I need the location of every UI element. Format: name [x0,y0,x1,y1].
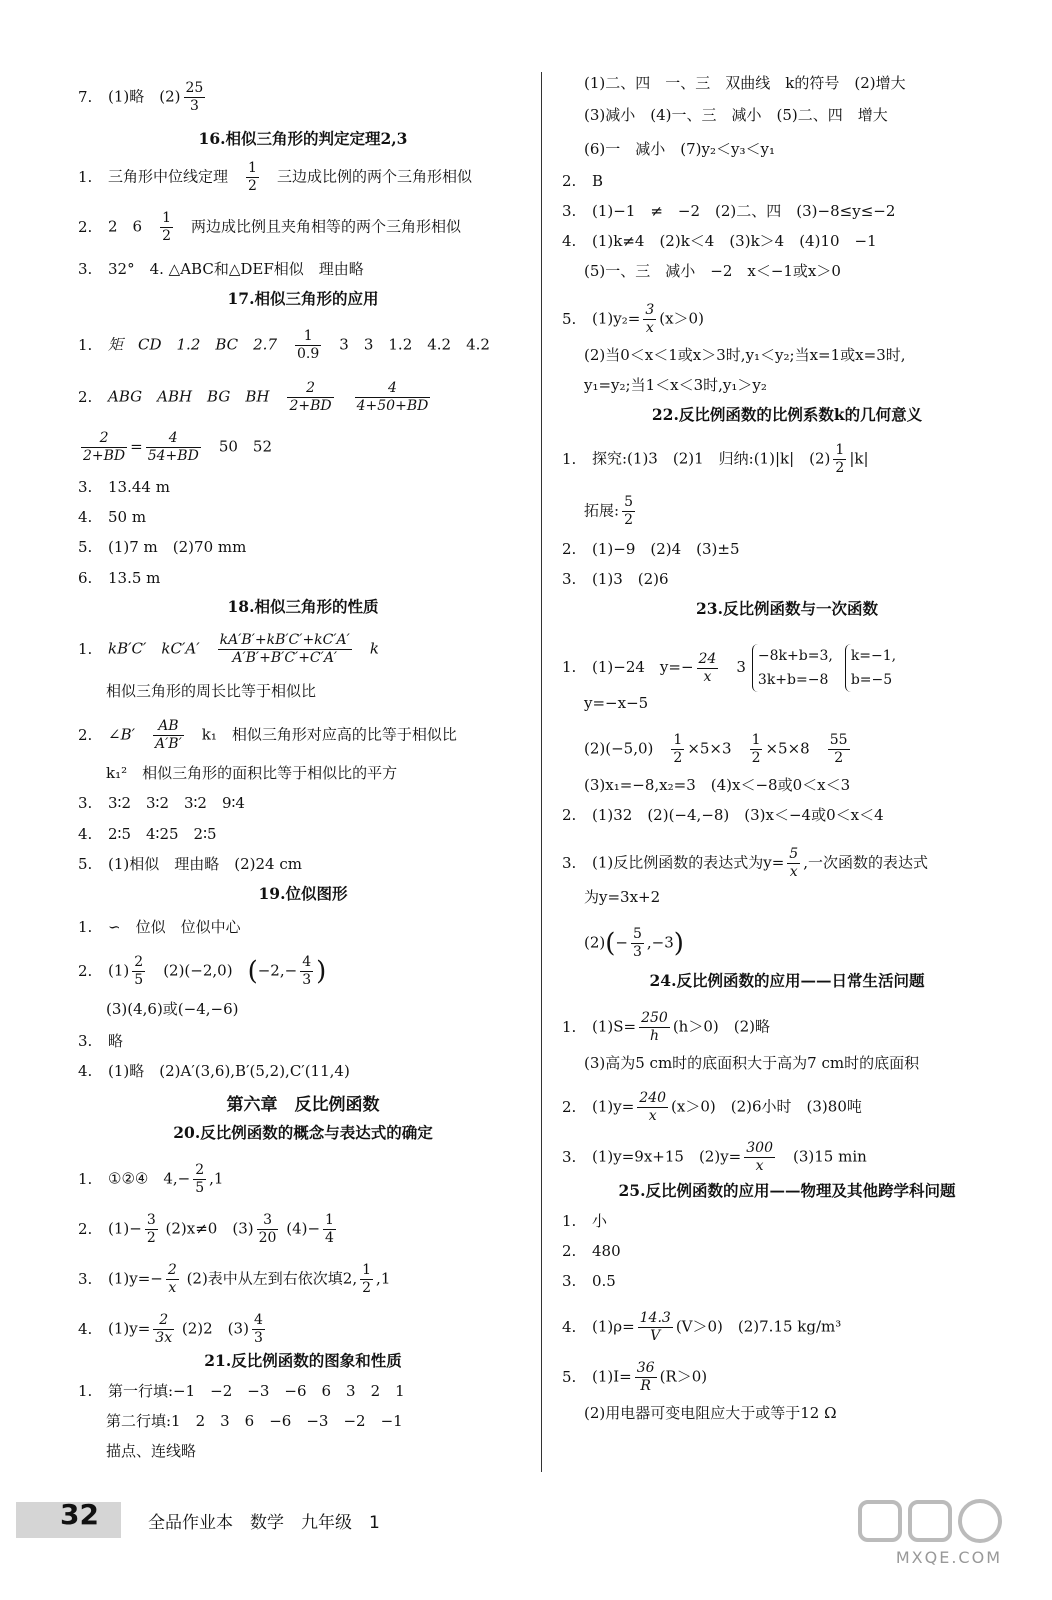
answer-23-1-part3: (3)x₁=−8,x₂=3 (4)x＜−8或0＜x＜3 [584,776,851,794]
answer-18-1: 1. kB′C′ kC′A′ $\frac{kA'B'+kB'C'+kC'A'}{A'B'+B'C'+C'A'}$ k [78,632,379,666]
watermark-logo-icon [858,1496,1008,1546]
section-title-21: 21.反比例函数的图象和性质 [204,1351,402,1370]
answer-21-1-row2: 第二行填:1 2 3 6 −6 −3 −2 −1 [106,1412,403,1430]
answer-25-3: 3. 0.5 [562,1272,616,1290]
answer-17-3: 3. 13.44 m [78,478,170,496]
answer-23-1: 1. (1)−24 y=− $\frac{24}{x}$ 3 −8k+b=3, 3k+b=−8 k=−1, b=−5 [562,644,902,692]
watermark-text: MXQE.COM [895,1548,1002,1567]
answer-22-2: 2. (1)−9 (2)4 (3)±5 [562,540,740,558]
page-number: 32 [60,1498,99,1531]
answer-20-3: 3. (1)y=− $\frac{2}{x}$ (2)表中从左到右依次填2, $\frac{1}{2}$ ,1 [78,1262,391,1296]
book-title: 全品作业本 数学 九年级 1 [148,1513,380,1533]
solution-system: k=−1, b=−5 [845,644,896,692]
section-title-25: 25.反比例函数的应用——物理及其他跨学科问题 [618,1181,956,1200]
answer-21-4-cont: (5)一、三 减小 −2 x＜−1或x＞0 [584,262,841,280]
answer-19-3: 3. 略 [78,1032,124,1050]
answer-24-1: 1. (1)S= $\frac{250}{h}$ (h＞0) (2)略 [562,1010,770,1044]
answer-18-2-cont: k₁² 相似三角形的面积比等于相似比的平方 [106,764,398,782]
section-title-22: 22.反比例函数的比例系数k的几何意义 [651,405,923,424]
answer-17-1: 1. 矩 CD 1.2 BC 2.7 $\frac{1}{0.9}$ 3 3 1.2 4.2 4.2 [78,328,490,362]
answer-23-3: 3. (1)反比例函数的表达式为y= $\frac{5}{x}$ ,一次函数的表达式 [562,846,928,880]
section-title-20: 20.反比例函数的概念与表达式的确定 [173,1123,433,1142]
answer-18-1-cont: 相似三角形的周长比等于相似比 [106,682,317,700]
answer-17-5: 5. (1)7 m (2)70 mm [78,538,247,556]
answer-18-5: 5. (1)相似 理由略 (2)24 cm [78,855,302,873]
answer-25-1: 1. 小 [562,1212,608,1230]
answer-24-2: 2. (1)y= $\frac{240}{x}$ (x＞0) (2)6小时 (3)80吨 [562,1090,862,1124]
answer-21-1-r2: (3)减小 (4)一、三 减小 (5)二、四 增大 [584,106,888,124]
answer-21-1-row3: 描点、连线略 [106,1442,197,1460]
answer-16-1: 1. 三角形中位线定理 $\frac{1}{2}$ 三边成比例的两个三角形相似 [78,160,472,194]
answer-19-2: 2. (1) $\frac{2}{5}$ (2)(−2,0) (−2,− $\frac{4}{3}$ ) [78,954,327,988]
answer-21-2: 2. B [562,172,604,190]
equation-system: −8k+b=3, 3k+b=−8 [752,644,833,692]
answer-21-1: 1. 第一行填:−1 −2 −3 −6 6 3 2 1 [78,1382,405,1400]
answer-19-2-cont: (3)(4,6)或(−4,−6) [106,1000,239,1018]
section-title-19: 19.位似图形 [258,884,348,903]
section-title-18: 18.相似三角形的性质 [227,597,379,616]
answer-16-2: 2. 2 6 $\frac{1}{2}$ 两边成比例且夹角相等的两个三角形相似 [78,210,462,244]
answer-18-4: 4. 2∶5 4∶25 2∶5 [78,825,217,843]
section-title-23: 23.反比例函数与一次函数 [696,599,878,618]
answer-17-6: 6. 13.5 m [78,569,161,587]
answer-25-5-cont: (2)用电器可变电阻应大于或等于12 Ω [584,1404,837,1422]
answer-22-1: 1. 探究:(1)3 (2)1 归纳:(1)|k| (2) $\frac{1}{2}$ |k| [562,442,869,476]
answer-21-5-cont2: y₁=y₂;当1＜x＜3时,y₁＞y₂ [584,376,767,394]
fraction: $\frac{25}{3}$ [185,80,204,114]
answer-23-2: 2. (1)32 (2)(−4,−8) (3)x＜−4或0＜x＜4 [562,806,884,824]
section-title-16: 16.相似三角形的判定定理2,3 [198,129,408,148]
answer-25-4: 4. (1)ρ= $\frac{14.3}{V}$ (V＞0) (2)7.15 kg/m³ [562,1310,842,1344]
answer-19-1: 1. ∽ 位似 位似中心 [78,918,241,936]
chapter-title: 第六章 反比例函数 [226,1095,380,1115]
answer-16-3: 3. 32° 4. △ABC和△DEF相似 理由略 [78,260,364,278]
answer-7: 7. (1)略 (2) $\frac{25}{3}$ [78,80,204,114]
answer-20-1: 1. ①②④ 4,− $\frac{2}{5}$ ,1 [78,1162,224,1196]
answer-17-2: 2. ABG ABH BG BH $\frac{2}{2+BD}$ $\frac{4}{4+50+BD}$ [78,380,429,414]
answer-21-3: 3. (1)−1 ≠ −2 (2)二、四 (3)−8≤y≤−2 [562,202,896,220]
answer-25-5: 5. (1)I= $\frac{36}{R}$ (R＞0) [562,1360,708,1394]
answer-22-3: 3. (1)3 (2)6 [562,570,669,588]
answer-20-4: 4. (1)y= $\frac{2}{3x}$ (2)2 (3) $\frac{4}{3}$ [78,1312,263,1346]
answer-21-5: 5. (1)y₂= $\frac{3}{x}$ (x＞0) [562,302,704,336]
answer-18-3: 3. 3∶2 3∶2 3∶2 9∶4 [78,794,245,812]
answer-21-5-cont1: (2)当0＜x＜1或x＞3时,y₁＜y₂;当x=1或x=3时, [584,346,906,364]
answer-19-4: 4. (1)略 (2)A′(3,6),B′(5,2),C′(11,4) [78,1062,350,1080]
page-footer [0,1492,1052,1567]
answer-21-1-r3: (6)一 减小 (7)y₂＜y₃＜y₁ [584,140,775,158]
answer-20-2: 2. (1)− $\frac{3}{2}$ (2)x≠0 (3) $\frac{3}{20}$ (4)− $\frac{1}{4}$ [78,1212,334,1246]
answer-24-1-cont: (3)高为5 cm时的底面积大于高为7 cm时的底面积 [584,1054,920,1072]
answer-21-1-r1: (1)二、四 一、三 双曲线 k的符号 (2)增大 [584,74,906,92]
column-divider [541,72,542,1472]
answer-23-1-part2: (2)(−5,0) $\frac{1}{2}$ ×5×3 $\frac{1}{2}$ ×5×8 $\frac{55}{2}$ [584,732,848,766]
answer-18-2: 2. ∠B′ $\frac{AB}{A'B'}$ k₁ 相似三角形对应高的比等于相似比 [78,718,457,752]
section-title-24: 24.反比例函数的应用——日常生活问题 [649,971,925,990]
answer-21-4: 4. (1)k≠4 (2)k＜4 (3)k＞4 (4)10 −1 [562,232,877,250]
answer-25-2: 2. 480 [562,1242,621,1260]
answer-17-4: 4. 50 m [78,508,147,526]
answer-23-3-part2: (2)(− $\frac{5}{3}$ ,−3) [584,926,684,960]
answer-24-3: 3. (1)y=9x+15 (2)y= $\frac{300}{x}$ (3)15 min [562,1140,867,1174]
section-title-17: 17.相似三角形的应用 [227,289,379,308]
answer-22-1-cont: 拓展: $\frac{5}{2}$ [584,494,633,528]
answer-23-3-cont: 为y=3x+2 [584,888,661,906]
answer-23-1-cont: y=−x−5 [584,694,649,712]
answer-17-2-cont: $\frac{2}{2+BD}$ = $\frac{4}{54+BD}$ 50 52 [83,430,272,464]
